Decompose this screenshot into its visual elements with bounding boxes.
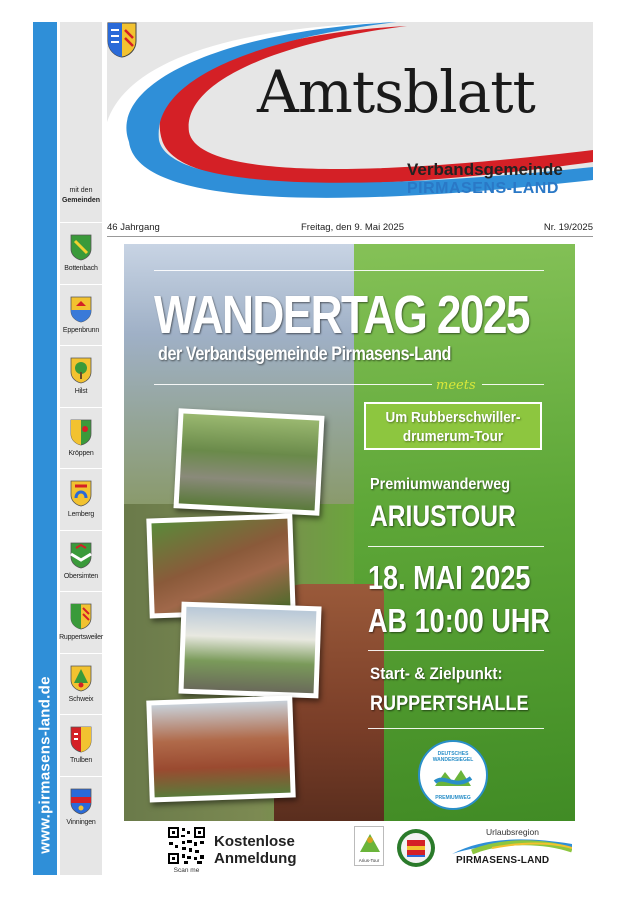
issue-info	[107, 222, 593, 236]
region-name: PIRMASENS-LAND	[456, 855, 550, 866]
divider	[107, 236, 593, 237]
trail-type: Premiumwanderweg	[370, 476, 511, 493]
vinningen-crest-icon	[70, 788, 92, 815]
event-time: AB 10:00 UHR	[368, 602, 550, 639]
hilst-crest-icon	[70, 357, 92, 384]
photo-sandstone	[146, 695, 295, 802]
lemberg-crest-icon	[70, 480, 92, 507]
municipality-item: Hilst	[60, 345, 102, 407]
registration-line1: Kostenlose	[214, 833, 295, 850]
municipality-list	[60, 222, 102, 837]
trulben-crest-icon	[70, 726, 92, 753]
poster-rule	[482, 384, 544, 385]
wandersiegel-icon	[433, 762, 473, 792]
municipality-item: Obersimten	[60, 530, 102, 592]
municipality-item: Schweix	[60, 653, 102, 715]
arius-tour-icon	[356, 830, 384, 856]
obersimten-crest-icon	[70, 542, 92, 569]
municipality-item: Kröppen	[60, 407, 102, 469]
poster-rule	[368, 650, 544, 651]
issue-volume: 46 Jahrgang	[107, 222, 160, 233]
issue-date: Freitag, den 9. Mai 2025	[301, 222, 404, 233]
poster-subtitle: der Verbandsgemeinde Pirmasens-Land	[158, 344, 451, 365]
pirmasens-land-logo-icon	[452, 836, 572, 856]
arius-tour-logo: Arius-Tour	[354, 826, 384, 866]
qr-code[interactable]	[167, 826, 206, 865]
tour-line2: drumerum-Tour	[402, 428, 504, 445]
event-poster	[124, 244, 575, 821]
badge-top-text: DEUTSCHES WANDERSIEGEL	[432, 751, 474, 763]
ruppertsweiler-crest-icon	[70, 603, 92, 630]
masthead-region: PIRMASENS-LAND	[407, 180, 559, 197]
issue-number: Nr. 19/2025	[543, 222, 593, 233]
region-label: Urlaubsregion	[486, 827, 539, 837]
registration-line2: Anmeldung	[214, 850, 297, 867]
eppenbrunn-crest-icon	[70, 296, 92, 323]
website-url-text[interactable]: www.pirmasens-land.de	[36, 676, 54, 854]
event-date: 18. MAI 2025	[368, 559, 531, 596]
website-url[interactable]	[33, 660, 57, 870]
bottenbach-crest-icon	[70, 234, 92, 261]
wandertag-round-logo	[396, 828, 436, 868]
masthead-subtitle: Verbandsgemeinde	[407, 160, 563, 179]
masthead-title: Amtsblatt	[257, 58, 535, 126]
tour-box	[364, 402, 542, 450]
municipality-item: Bottenbach	[60, 222, 102, 284]
photo-monument	[173, 408, 324, 516]
wandersiegel-badge	[418, 740, 488, 810]
masthead	[107, 22, 593, 210]
kroeppen-crest-icon	[70, 419, 92, 446]
poster-rule	[154, 384, 432, 385]
tour-line1: Um Rubberschwiller-	[385, 409, 521, 426]
scan-label: Scan me	[173, 867, 200, 874]
municipality-item: Vinningen	[60, 776, 102, 838]
municipality-item: Trulben	[60, 714, 102, 776]
trail-name: ARIUSTOUR	[370, 500, 516, 533]
municipality-header: mit den Gemeinden	[61, 187, 101, 204]
poster-title: WANDERTAG 2025	[154, 285, 529, 345]
badge-bottom-text: PREMIUMWEG	[435, 795, 471, 801]
municipality-column	[60, 22, 102, 875]
municipality-item: Lemberg	[60, 468, 102, 530]
poster-meets: meets	[436, 378, 476, 393]
schweix-crest-icon	[70, 665, 92, 692]
start-place: RUPPERTSHALLE	[370, 692, 529, 715]
poster-rule	[154, 270, 544, 271]
poster-rule	[368, 728, 544, 729]
municipality-item: Eppenbrunn	[60, 284, 102, 346]
poster-rule	[368, 546, 544, 547]
municipality-item: Ruppertsweiler	[60, 591, 102, 653]
photo-house	[178, 602, 321, 699]
start-label: Start- & Zielpunkt:	[370, 664, 503, 683]
verbandsgemeinde-crest-icon	[107, 22, 137, 58]
